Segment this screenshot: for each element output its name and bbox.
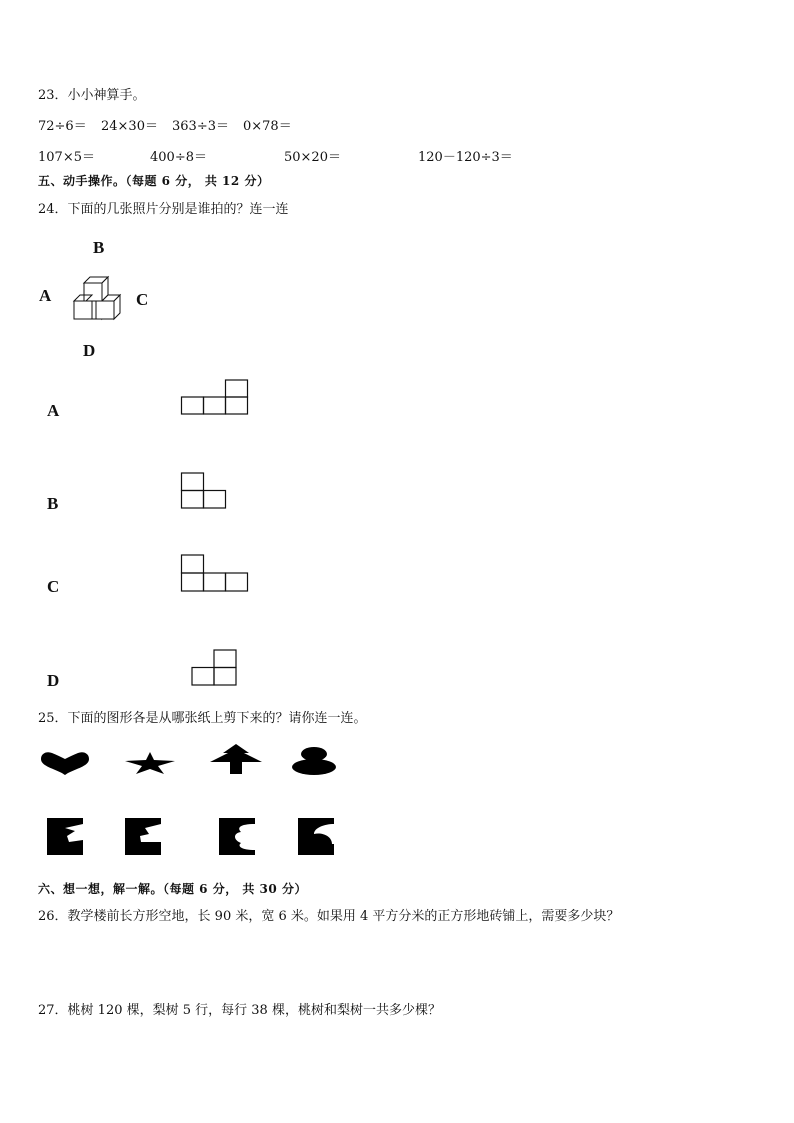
direction-label-left: A xyxy=(39,286,52,305)
section-6-heading: 六、想一想，解一解。（每题 6 分， 共 30 分） xyxy=(38,882,307,896)
cube-stack-icon xyxy=(70,268,122,328)
section-5-heading: 五、动手操作。（每题 6 分， 共 12 分） xyxy=(38,174,270,188)
star-icon xyxy=(124,751,176,775)
question-27-text: 27．桃树 120 棵，梨树 5 行，每行 38 棵，桃树和梨树一共多少棵？ xyxy=(38,1003,441,1018)
equation: 400÷8＝ xyxy=(150,150,207,165)
equation: 107×5＝ xyxy=(38,150,95,165)
view-d-figure xyxy=(191,649,238,686)
view-label-b: B xyxy=(47,494,59,513)
direction-label-bottom: D xyxy=(83,341,96,360)
paper-zigzag xyxy=(47,818,84,856)
view-a-figure xyxy=(181,379,249,415)
view-label-d: D xyxy=(47,671,60,690)
equation: 363÷3＝ xyxy=(172,119,229,134)
equation: 50×20＝ xyxy=(284,150,341,165)
mushroom-icon xyxy=(291,746,337,776)
direction-label-top: B xyxy=(93,238,105,257)
view-label-c: C xyxy=(47,577,60,596)
question-25-title: 25．下面的图形各是从哪张纸上剪下来的？请你连一连。 xyxy=(38,711,367,726)
paper-round-notch xyxy=(219,818,256,856)
paper-step xyxy=(125,818,162,856)
equation: 24×30＝ xyxy=(101,119,158,134)
paper-curve xyxy=(298,818,335,856)
question-23-title: 23．小小神算手。 xyxy=(38,88,146,103)
equation: 72÷6＝ xyxy=(38,119,87,134)
question-24-title: 24．下面的几张照片分别是谁拍的？连一连 xyxy=(38,202,289,217)
view-b-figure xyxy=(181,472,227,509)
view-label-a: A xyxy=(47,401,60,420)
equation: 0×78＝ xyxy=(243,119,292,134)
heart-icon xyxy=(39,750,91,776)
view-c-figure xyxy=(181,554,249,592)
equation: 120－120÷3＝ xyxy=(418,150,513,165)
tree-icon xyxy=(209,743,263,775)
question-26-text: 26．教学楼前长方形空地，长 90 米，宽 6 米。如果用 4 平方分米的正方形地砖铺上，需要多少块？ xyxy=(38,909,620,924)
direction-label-right: C xyxy=(136,290,149,309)
